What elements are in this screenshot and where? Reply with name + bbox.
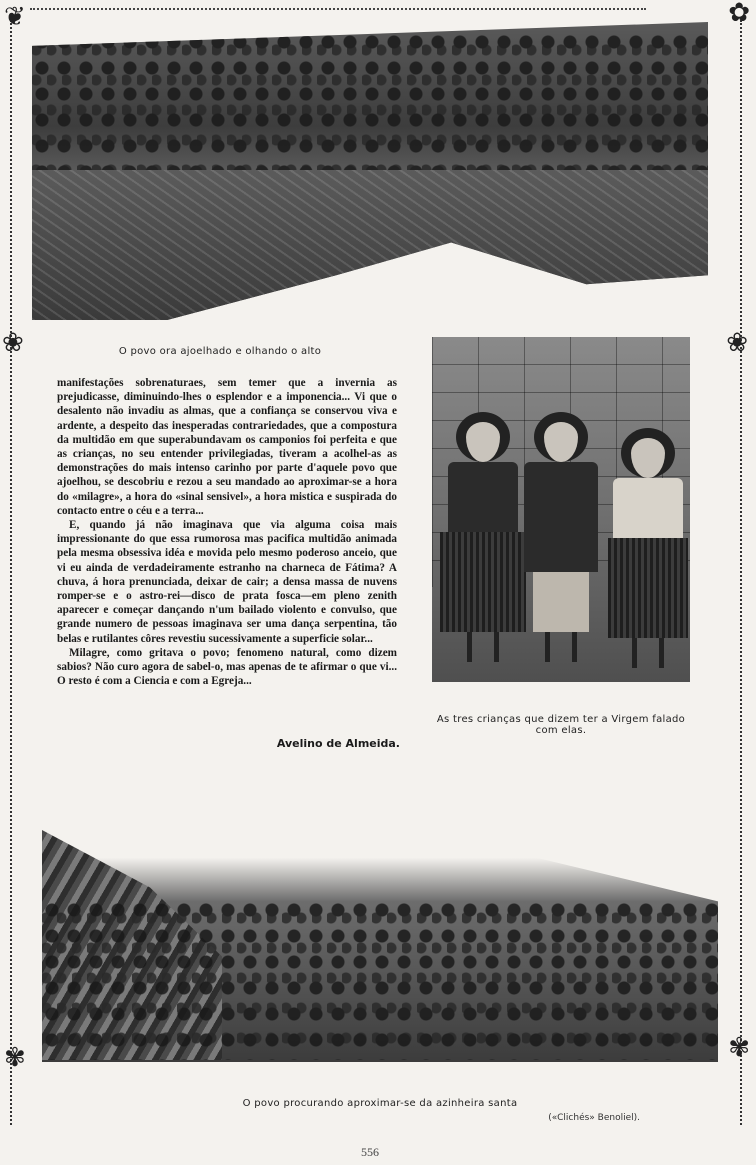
floral-ornament-icon: ❀	[726, 328, 748, 358]
photo-kneeling-crowd	[32, 22, 708, 320]
caption-bottom-photo: O povo procurando aproximar-se da azinheira santa	[242, 1098, 518, 1109]
child-figure	[524, 412, 598, 662]
ornamental-border-right	[732, 20, 742, 1125]
floral-ornament-icon: ✾	[4, 1043, 26, 1073]
page-number: 556	[361, 1145, 379, 1159]
caption-children-photo: As tres crianças que dizem ter a Virgem falado com elas.	[436, 714, 686, 736]
ground-area	[32, 170, 708, 320]
corner-flourish-icon: ✿	[728, 0, 750, 28]
floral-ornament-icon: ✾	[728, 1033, 750, 1063]
photo-credit: («Clichés» Benoliel).	[548, 1113, 640, 1123]
crowd-figures	[42, 900, 718, 1060]
corner-flourish-icon: ❦	[4, 2, 26, 32]
article-author: Avelino de Almeida.	[276, 737, 400, 750]
article-paragraph: manifestações sobrenaturaes, sem temer que a invernia as prejudicasse, diminuindo-lhes o esplendor e a imponencia... Vi que o desalento não invadiu as almas, que a confiança se conservou viva e ardente, a despeito das inesperadas contrariedades, que a compostura da multidão em que superabundavam os camponios foi perfeita e que as crianças, no seu entender privilegiadas, tiveram a acolhel-as as demonstrações do mais intenso carinho por parte d'aquele povo que ajoelhou, se descobriu e rezou a seu mandado ao aproximar-se a hora do «milagre», a hora do «sinal sensivel», a hora mistica e suspirada do contacto entre o céu e a terra...	[57, 377, 397, 517]
ornamental-border-top	[30, 8, 646, 14]
photo-crowd-approaching-tree	[42, 770, 718, 1062]
floral-ornament-icon: ❀	[2, 328, 24, 358]
article-paragraph: E, quando já não imaginava que via alguma coisa mais impressionante do que essa rumorosa mas pacifica multidão animada pela mesma obsessiva idéa e movida pelo mesmo poderoso anceio, que vi eu ainda de verdadeiramente estranho na charneca de Fátima? A chuva, á hora prenunciada, deixar de cair; a densa massa de nuvens romper-se e o astro-rei—disco de prata fosca—em pleno zenith aparecer e começar dançando n'um bailado violento e convulso, que grande numero de pessoas imaginava ser uma dança serpentina, tão belas e rutilantes côres revestiu sucessivamente a superficie solar...	[57, 519, 397, 645]
ornamental-border-left	[10, 20, 20, 1125]
child-figure	[440, 412, 526, 662]
caption-top-photo: O povo ora ajoelhado e olhando o alto	[118, 346, 322, 357]
child-figure	[608, 428, 688, 668]
article-paragraph: Milagre, como gritava o povo; fenomeno natural, como dizem sabios? Não curo agora de sabel-o, mas apenas de te afirmar o que vi... O resto é com a Ciencia e com a Egreja...	[57, 646, 397, 688]
crowd-figures	[32, 32, 708, 182]
photo-three-children	[432, 337, 690, 682]
article-body	[57, 376, 397, 688]
